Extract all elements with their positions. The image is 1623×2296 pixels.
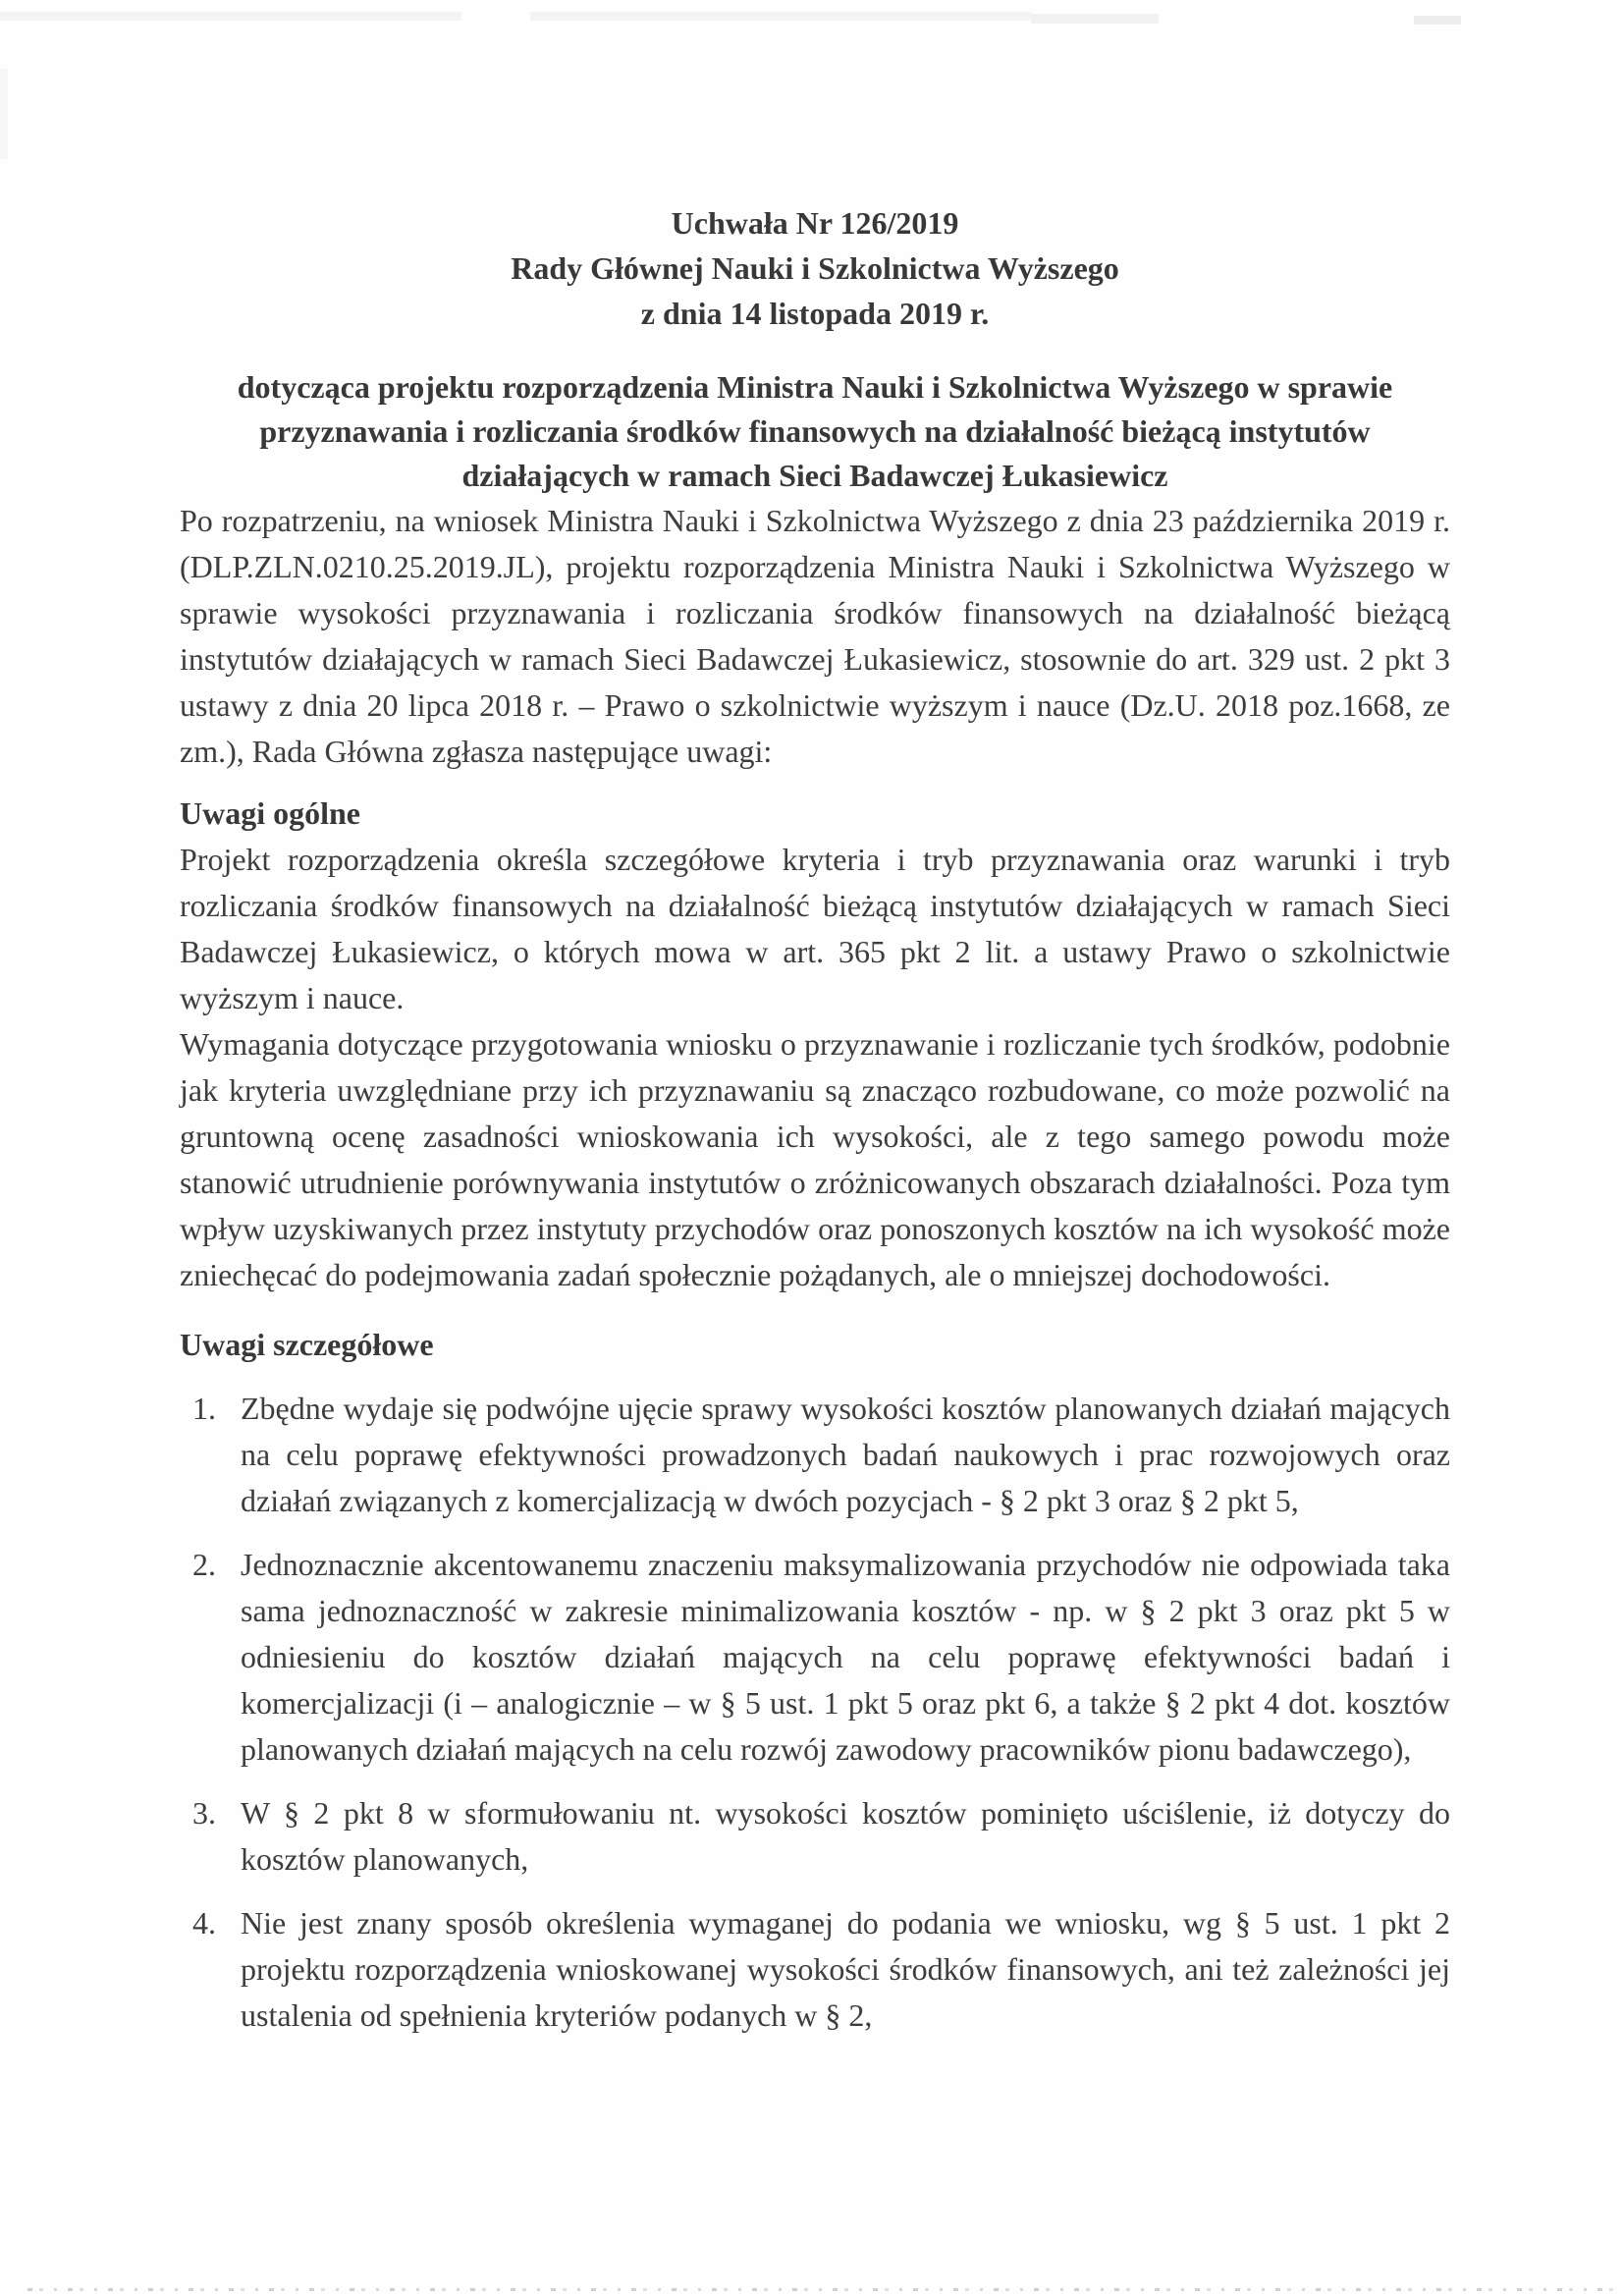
scan-artifact-left-edge: [0, 69, 8, 159]
list-item: [180, 1790, 1450, 1883]
section-heading-detailed: Uwagi szczegółowe: [180, 1327, 434, 1362]
list-item: [180, 1386, 1450, 1524]
general-paragraph-1: Projekt rozporządzenia określa szczegółowe kryteria i tryb przyznawania oraz warunki i tryb rozliczania środków finansowych na działalność bieżącą instytutów działających w ramach Sieci Badawczej Łukasiewicz, o których mowa w art. 365 pkt 2 lit. a ustawy Prawo o szkolnictwie wyższym i nauce.: [180, 842, 1450, 1015]
list-item: [180, 1900, 1450, 2039]
scan-artifact-bottom-noise: [27, 2288, 1615, 2291]
list-item-number: 4.: [192, 1905, 216, 1941]
scan-artifact-top-band-4: [1414, 16, 1461, 25]
intro-paragraph: Po rozpatrzeniu, na wniosek Ministra Nauki i Szkolnictwa Wyższego z dnia 23 października 2019 r. (DLP.ZLN.0210.25.2019.JL), projektu rozporządzenia Ministra Nauki i Szkolnictwa Wyższego w sprawie wysokości przyznawania i rozliczania środków finansowych na działalność bieżącą instytutów działających w ramach Sieci Badawczej Łukasiewicz, stosownie do art. 329 ust. 2 pkt 3 ustawy z dnia 20 lipca 2018 r. – Prawo o szkolnictwie wyższym i nauce (Dz.U. 2018 poz.1668, ze zm.), Rada Główna zgłasza następujące uwagi:: [180, 503, 1450, 769]
list-item-text: Jednoznacznie akcentowanemu znaczeniu maksymalizowania przychodów nie odpowiada taka sama jednoznaczność w zakresie minimalizowania kosztów - np. w § 2 pkt 3 oraz pkt 5 w odniesieniu do kosztów działań mających na celu poprawę efektywności badań i komercjalizacji (i – analogicznie – w § 5 ust. 1 pkt 5 oraz pkt 6, a także § 2 pkt 4 dot. kosztów planowanych działań mających na celu rozwój zawodowy pracowników pionu badawczego),: [241, 1547, 1450, 1767]
document-title-line: z dnia 14 listopada 2019 r.: [640, 296, 990, 331]
scan-artifact-top-band-3: [1031, 14, 1159, 24]
detailed-remarks-list: [180, 1386, 1450, 2039]
list-item-text: Nie jest znany sposób określenia wymaganej do podania we wniosku, wg § 5 ust. 1 pkt 2 projektu rozporządzenia wnioskowanej wysokości środków finansowych, ani też zależności jej ustalenia od spełnienia kryteriów podanych w § 2,: [241, 1905, 1450, 2033]
list-item-text: Zbędne wydaje się podwójne ujęcie sprawy wysokości kosztów planowanych działań mających na celu poprawę efektywności prowadzonych badań naukowych i prac rozwojowych oraz działań związanych z komercjalizacją w dwóch pozycjach - § 2 pkt 3 oraz § 2 pkt 5,: [241, 1391, 1450, 1518]
document-title-line: Uchwała Nr 126/2019: [671, 205, 959, 241]
list-item-number: 3.: [192, 1795, 216, 1831]
scan-artifact-top-band-2: [530, 12, 1031, 21]
general-paragraph-2: Wymagania dotyczące przygotowania wniosku o przyznawanie i rozliczanie tych środków, podobnie jak kryteria uwzględniane przy ich przyznawaniu są znacząco rozbudowane, co może pozwolić na gruntowną ocenę zasadności wnioskowania ich wysokości, ale z tego samego powodu może stanowić utrudnienie porównywania instytutów o zróżnicowanych obszarach działalności. Poza tym wpływ uzyskiwanych przez instytuty przychodów oraz ponoszonych kosztów na ich wysokość może zniechęcać do podejmowania zadań społecznie pożądanych, ale o mniejszej dochodowości.: [180, 1026, 1450, 1292]
document-title: [180, 200, 1450, 336]
list-item: [180, 1542, 1450, 1773]
list-item-number: 1.: [192, 1391, 216, 1426]
list-item-number: 2.: [192, 1547, 216, 1582]
section-heading-general: Uwagi ogólne: [180, 795, 360, 831]
list-item-text: W § 2 pkt 8 w sformułowaniu nt. wysokości kosztów pominięto uściślenie, iż dotyczy do kosztów planowanych,: [241, 1795, 1450, 1877]
document-subject: dotycząca projektu rozporządzenia Ministra Nauki i Szkolnictwa Wyższego w sprawie przyznawania i rozliczania środków finansowych na działalność bieżącą instytutów działających w ramach Sieci Badawczej Łukasiewicz: [237, 369, 1393, 493]
document-title-line: Rady Głównej Nauki i Szkolnictwa Wyższego: [511, 250, 1119, 286]
scan-artifact-top-band-1: [0, 12, 461, 21]
